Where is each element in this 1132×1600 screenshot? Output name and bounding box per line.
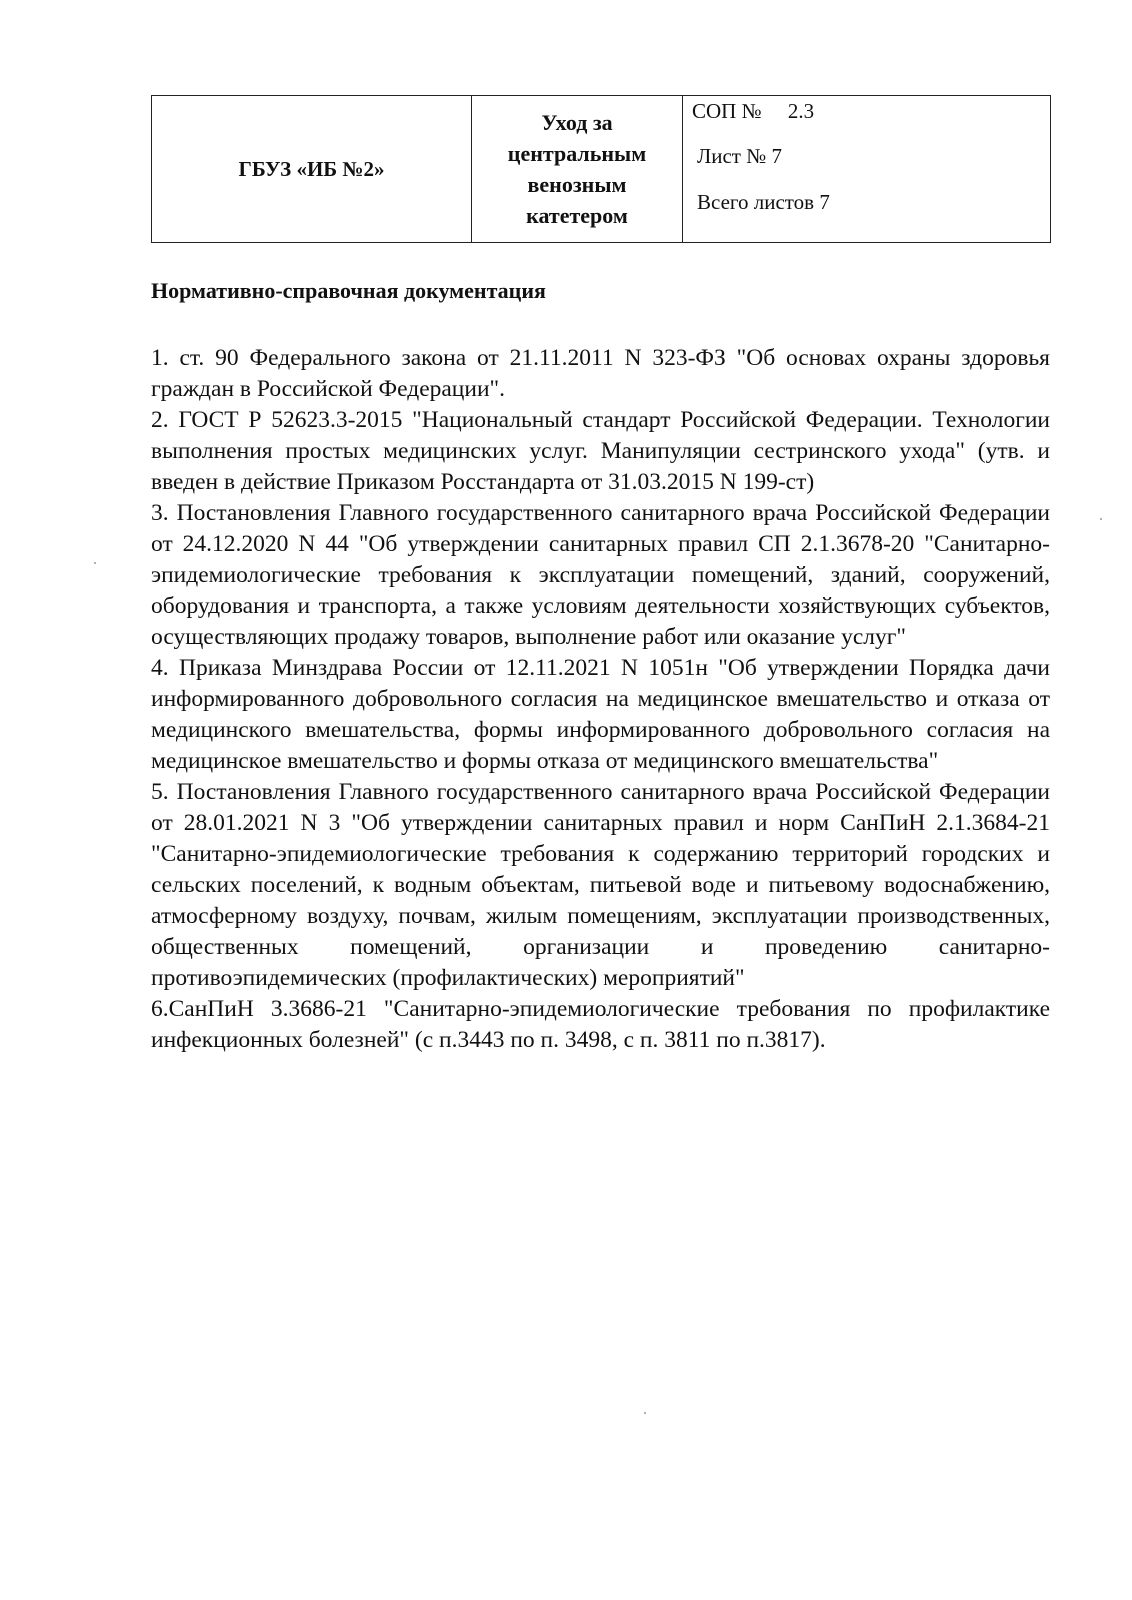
reference-item: 4. Приказа Минздрава России от 12.11.2021 N 1051н "Об утверждении Порядка дачи информированного добровольного согласия на медицинское вмешательство и отказа от медицинского вмешательства, формы информированного добровольного согласия на медицинское вмешательство и формы отказа от медицинского вмешательства": [151, 655, 1050, 774]
references-list: [151, 343, 1050, 1056]
sheet-number: Лист № 7: [697, 144, 783, 168]
scan-speck: [1100, 518, 1102, 520]
sop-number: СОП № 2.3: [692, 99, 815, 123]
procedure-title-cell: [472, 96, 683, 243]
procedure-title-line: центральным: [507, 141, 647, 166]
scan-speck: [94, 562, 96, 564]
reference-item: 3. Постановления Главного государственного санитарного врача Российской Федерации от 24.12.2020 N 44 "Об утверждении санитарных правил СП 2.1.3678-20 "Санитарно-эпидемиологические требования к эксплуатации помещений, зданий, сооружений, оборудования и транспорта, а также условиям деятельности хозяйствующих субъектов, осуществляющих продажу товаров, выполнение работ или оказание услуг": [151, 500, 1050, 650]
total-sheets: Всего листов 7: [697, 190, 830, 214]
organization-name: ГБУЗ «ИБ №2»: [238, 156, 385, 181]
organization-cell: [152, 96, 472, 243]
procedure-title-line: Уход за: [541, 110, 613, 135]
document-meta-cell: [683, 96, 1051, 243]
reference-item: 1. ст. 90 Федерального закона от 21.11.2011 N 323-ФЗ "Об основах охраны здоровья граждан в Российской Федерации".: [151, 345, 1050, 402]
reference-item: 6.СанПиН 3.3686-21 "Санитарно-эпидемиологические требования по профилактике инфекционных болезней" (с п.3443 по п. 3498, с п. 3811 по п.3817).: [151, 996, 1050, 1053]
document-header-table: [151, 95, 1051, 243]
procedure-title-line: катетером: [526, 203, 628, 228]
reference-item: 2. ГОСТ Р 52623.3-2015 "Национальный стандарт Российской Федерации. Технологии выполнения простых медицинских услуг. Манипуляции сестринского ухода" (утв. и введен в действие Приказом Росстандарта от 31.03.2015 N 199-ст): [151, 407, 1050, 495]
section-title: Нормативно-справочная документация: [151, 278, 546, 303]
procedure-title-line: венозным: [527, 172, 627, 197]
reference-item: 5. Постановления Главного государственного санитарного врача Российской Федерации от 28.01.2021 N 3 "Об утверждении санитарных правил и норм СанПиН 2.1.3684-21 "Санитарно-эпидемиологические требования к содержанию территорий городских и сельских поселений, к водным объектам, питьевой воде и питьевому водоснабжению, атмосферному воздуху, почвам, жилым помещениям, эксплуатации производственных, общественных помещений, организации и проведению санитарно-противоэпидемических (профилактических) мероприятий": [151, 779, 1050, 991]
scan-speck: [644, 1412, 646, 1414]
